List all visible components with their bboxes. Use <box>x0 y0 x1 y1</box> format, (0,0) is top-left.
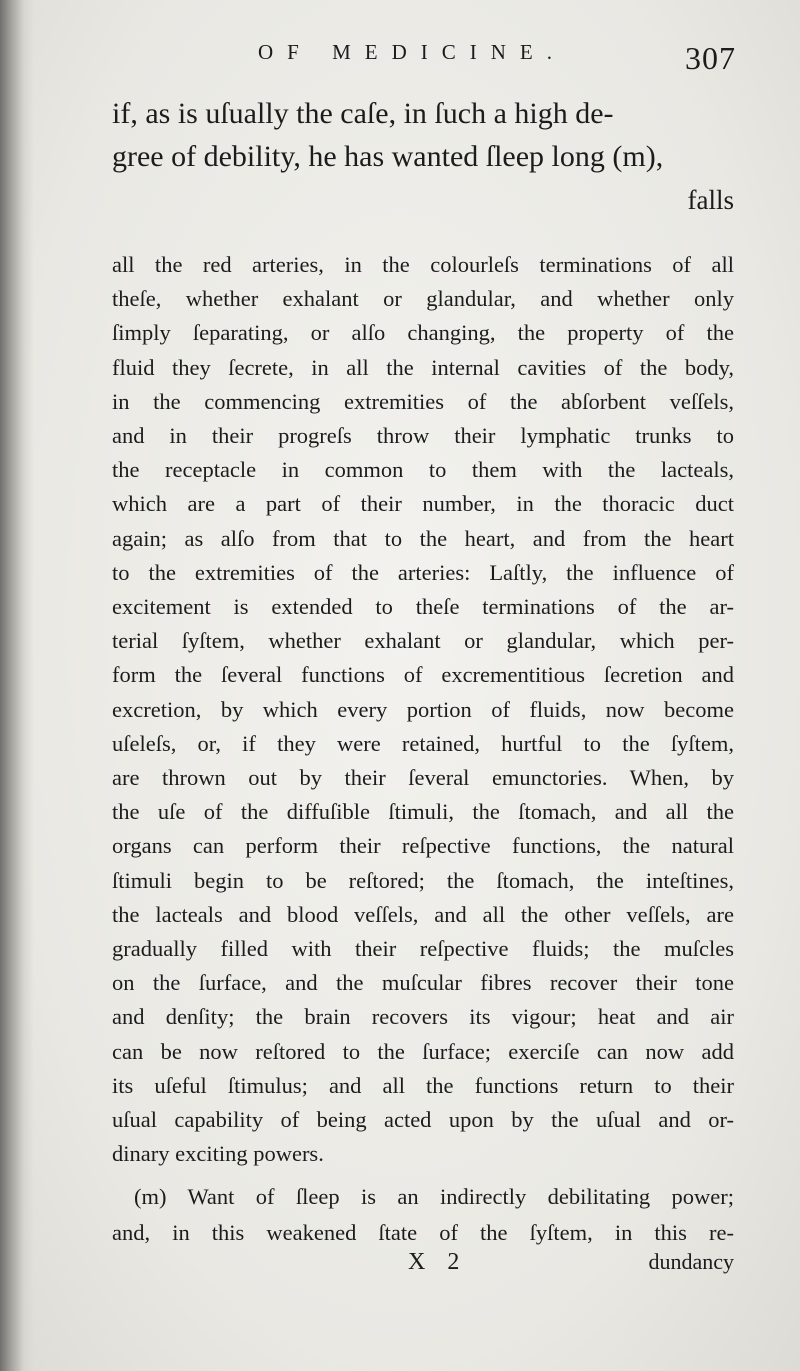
text-line: excretion, by which every portion of fluids, now become <box>112 696 734 722</box>
text-line: can be now reſtored to the ſurface; exerciſe can now add <box>112 1038 734 1064</box>
continuation-line: if, as is uſually the caſe, in ſuch a high de- <box>112 97 614 130</box>
running-head: OF MEDICINE. <box>258 40 566 64</box>
text-line: and denſity; the brain recovers its vigour; heat and air <box>112 1004 734 1030</box>
text-line: ſtimuli begin to be reſtored; the ſtomach, the inteſtines, <box>112 867 734 893</box>
text-line: and in their progreſs throw their lymphatic trunks to <box>112 423 734 448</box>
page-number: 307 <box>685 40 736 76</box>
text-line: excitement is extended to theſe terminations of the ar- <box>112 594 734 619</box>
text-line: the lacteals and blood veſſels, and all the other veſſels, are <box>112 901 734 927</box>
text-line: the receptacle in common to them with the lacteals, <box>112 457 734 483</box>
text-line: gradually filled with their reſpective fluids; the muſcles <box>112 936 734 961</box>
binding-shadow <box>0 0 34 1371</box>
text-line: its uſeful ſtimulus; and all the functions return to their <box>112 1072 734 1098</box>
text-line: to the extremities of the arteries: Laſtly, the influence of <box>112 559 734 585</box>
text-line: in the commencing extremities of the abſorbent veſſels, <box>112 388 734 414</box>
signature-mark: X 2 <box>408 1249 468 1275</box>
text-line: the uſe of the diffuſible ſtimuli, the ſtomach, and all the <box>112 799 734 825</box>
text-line: terial ſyſtem, whether exhalant or glandular, which per- <box>112 628 734 654</box>
footnote-line: and, in this weakened ſtate of the ſyſtem, in this re- <box>112 1220 734 1245</box>
text-line: form the ſeveral functions of excrementitious ſecretion and <box>112 662 734 688</box>
text-line: are thrown out by their ſeveral emunctories. When, by <box>112 765 734 790</box>
continuation-line: gree of debility, he has wanted ſleep long (m), <box>112 140 664 173</box>
text-line: on the ſurface, and the muſcular fibres recover their tone <box>112 970 734 996</box>
text-line: again; as alſo from that to the heart, and from the heart <box>112 525 734 551</box>
footnote-line: (m) Want of ſleep is an indirectly debilitating power; <box>134 1184 734 1209</box>
text-line: organs can perform their reſpective functions, the natural <box>112 833 734 859</box>
text-line: theſe, whether exhalant or glandular, and whether only <box>112 286 734 312</box>
text-line: which are a part of their number, in the thoracic duct <box>112 491 734 517</box>
catchword-bottom: dundancy <box>648 1249 734 1274</box>
text-line: uſual capability of being acted upon by the uſual and or- <box>112 1107 734 1132</box>
text-line: all the red arteries, in the colourleſs terminations of all <box>112 252 734 277</box>
text-line: dinary exciting powers. <box>112 1141 324 1167</box>
catchword-top: falls <box>687 185 734 215</box>
text-line: ſimply ſeparating, or alſo changing, the property of the <box>112 320 734 346</box>
text-line: uſeleſs, or, if they were retained, hurtful to the ſyſtem, <box>112 730 734 756</box>
text-line: fluid they ſecrete, in all the internal cavities of the body, <box>112 354 734 380</box>
